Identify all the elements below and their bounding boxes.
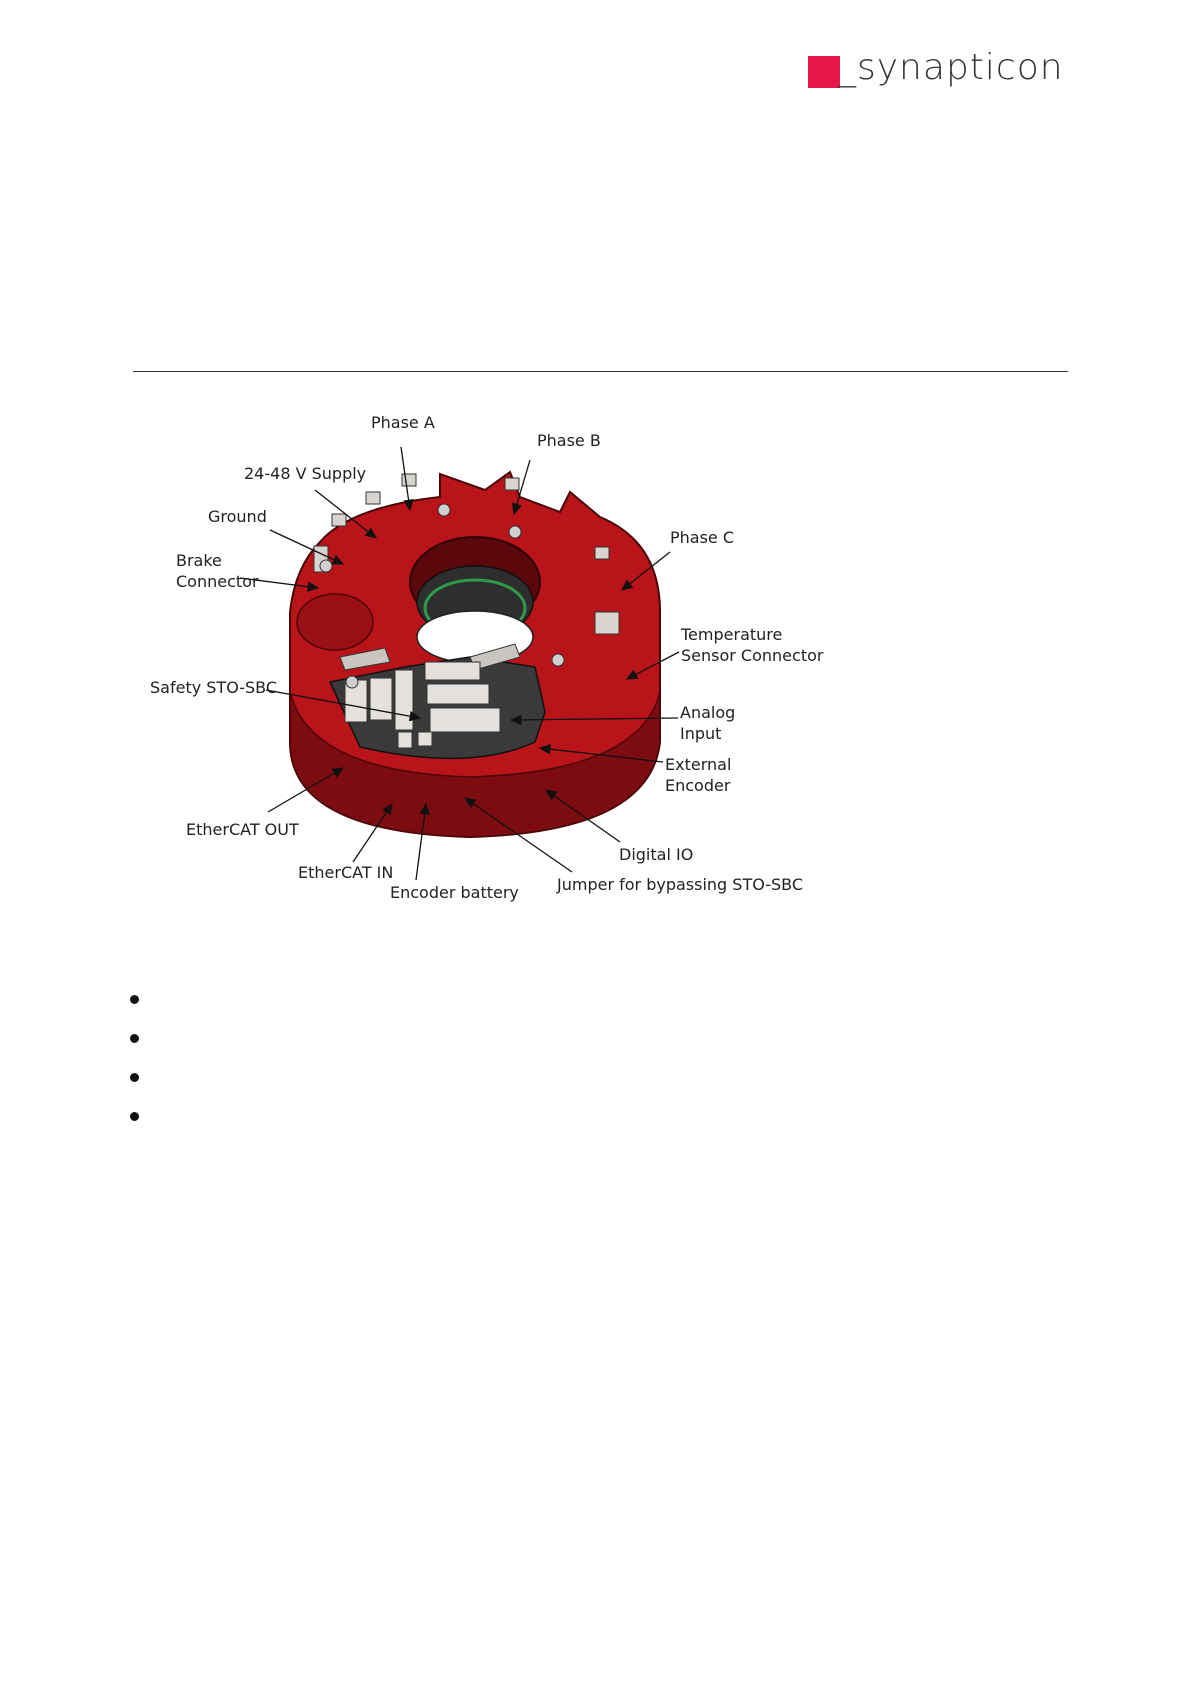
bullet-marker bbox=[130, 1112, 139, 1121]
connector-analog bbox=[425, 662, 480, 680]
synapticon-logo bbox=[808, 47, 1070, 88]
connector-digital-io bbox=[430, 708, 500, 732]
terminal-phase-b bbox=[505, 478, 519, 490]
label-temperature: Temperature Sensor Connector bbox=[681, 625, 824, 665]
label-encoder-battery: Encoder battery bbox=[390, 883, 519, 902]
bullet-marker bbox=[130, 995, 139, 1004]
terminal-phase-a bbox=[402, 474, 416, 486]
terminal-temperature bbox=[595, 612, 619, 634]
label-external: External Encoder bbox=[665, 755, 732, 795]
screw bbox=[509, 526, 521, 538]
label-phase-a: Phase A bbox=[371, 413, 435, 432]
label-ethercat-in: EtherCAT IN bbox=[298, 863, 394, 882]
label-phase-b: Phase B bbox=[537, 431, 601, 450]
label-jumper: Jumper for bypassing STO-SBC bbox=[557, 875, 804, 894]
servo-drive-connector-figure bbox=[140, 412, 840, 912]
logo-square bbox=[808, 56, 840, 88]
bullet-marker bbox=[130, 1073, 139, 1082]
label-ground: Ground bbox=[208, 507, 267, 526]
terminal-supply bbox=[366, 492, 380, 504]
left-boss bbox=[297, 594, 373, 650]
screw bbox=[320, 560, 332, 572]
label-digital-io: Digital IO bbox=[619, 845, 694, 864]
label-phase-c: Phase C bbox=[670, 528, 735, 547]
label-analog: Analog Input bbox=[680, 703, 736, 743]
connector-encoder-battery bbox=[398, 732, 412, 748]
screw bbox=[552, 654, 564, 666]
connector-safety bbox=[395, 670, 413, 730]
bullet-list bbox=[130, 995, 139, 1151]
terminal-ground bbox=[332, 514, 346, 526]
section-divider bbox=[133, 371, 1068, 372]
screw bbox=[346, 676, 358, 688]
connector-jumper bbox=[418, 732, 432, 746]
connector-external-encoder bbox=[427, 684, 489, 704]
logo-text: _synapticon bbox=[838, 47, 1064, 88]
terminal-phase-c bbox=[595, 547, 609, 559]
screw bbox=[438, 504, 450, 516]
label-ethercat-out: EtherCAT OUT bbox=[186, 820, 299, 839]
label-safety: Safety STO-SBC bbox=[150, 678, 278, 697]
label-brake: Brake Connector bbox=[176, 551, 259, 591]
bullet-marker bbox=[130, 1034, 139, 1043]
label-supply: 24-48 V Supply bbox=[244, 464, 367, 483]
connector-ethercat-in bbox=[370, 678, 392, 720]
